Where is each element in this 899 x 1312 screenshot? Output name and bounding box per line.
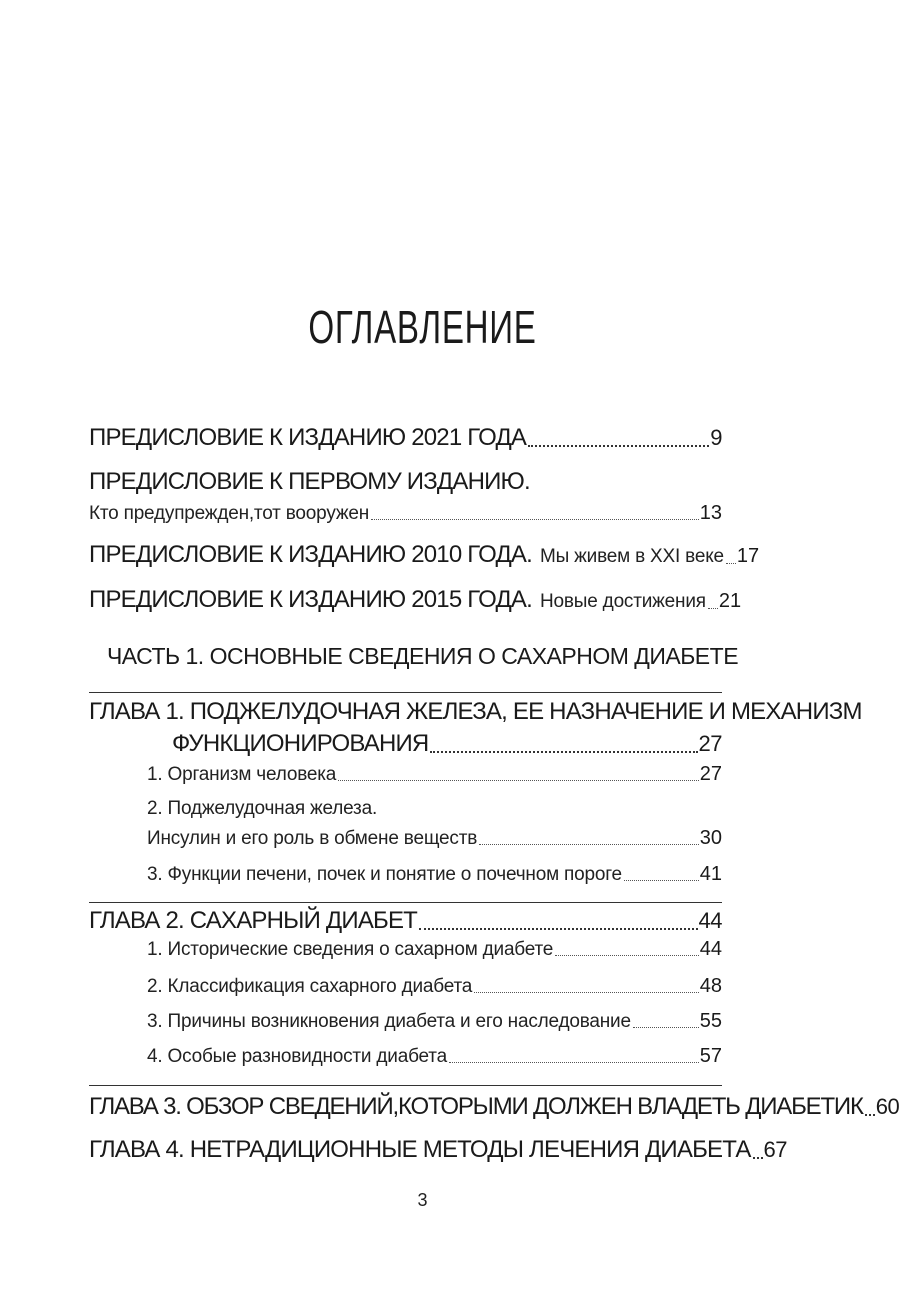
- toc-chapter-4-title[interactable]: [89, 1136, 788, 1164]
- toc-page-number: 57: [699, 1045, 722, 1067]
- toc-chapter-title: ГЛАВА 4. НЕТРАДИЦИОННЫЕ МЕТОДЫ ЛЕЧЕНИЯ ДИАБЕТА: [89, 1136, 751, 1163]
- toc-section-title: 3. Функции печени, почек и понятие о почечном пороге: [147, 864, 622, 885]
- toc-entry-title: ПРЕДИСЛОВИЕ К ИЗДАНИЮ 2010 ГОДА.: [89, 541, 532, 568]
- toc-page-number: 44: [699, 938, 722, 960]
- toc-page-number: 21: [718, 590, 742, 612]
- dot-leader: [338, 780, 699, 781]
- toc-page-number: 48: [699, 975, 722, 997]
- toc-section-2-2[interactable]: [89, 975, 722, 998]
- toc-page-number: 9: [710, 425, 722, 450]
- dot-leader: [449, 1062, 699, 1063]
- toc-entry-preface-2015[interactable]: [89, 586, 742, 614]
- toc-section-title: 2. Поджелудочная железа.: [147, 798, 378, 819]
- toc-section-2-4[interactable]: [89, 1045, 722, 1068]
- toc-entry-preface-2010[interactable]: [89, 541, 760, 569]
- dot-leader: [419, 928, 697, 930]
- toc-section-title: 3. Причины возникновения диабета и его наследование: [147, 1011, 631, 1032]
- section-divider: [89, 902, 722, 903]
- toc-chapter-3-title[interactable]: [89, 1093, 899, 1121]
- toc-section-2-3[interactable]: [89, 1010, 722, 1033]
- toc-page-number: 27: [698, 731, 722, 756]
- toc-entry-preface-first-title[interactable]: [89, 468, 722, 496]
- toc-entry-subtitle: Новые достижения: [540, 591, 706, 612]
- section-divider: [89, 692, 722, 693]
- toc-chapter-title: ГЛАВА 1. ПОДЖЕЛУДОЧНАЯ ЖЕЛЕЗА, ЕЕ НАЗНАЧЕНИЕ И МЕХАНИЗМ: [89, 698, 862, 725]
- toc-section-title: Инсулин и его роль в обмене веществ: [147, 828, 478, 849]
- toc-chapter-1-title[interactable]: [89, 698, 862, 726]
- toc-chapter-title: ФУНКЦИОНИРОВАНИЯ: [172, 730, 429, 757]
- toc-section-title: 4. Особые разновидности диабета: [147, 1046, 447, 1067]
- toc-chapter-title: ГЛАВА 3. ОБЗОР СВЕДЕНИЙ,КОТОРЫМИ ДОЛЖЕН ВЛАДЕТЬ ДИАБЕТИК: [89, 1093, 863, 1120]
- dot-leader: [633, 1027, 699, 1028]
- toc-section-1-3[interactable]: [89, 863, 722, 886]
- toc-page-number: 13: [699, 502, 722, 524]
- dot-leader: [753, 1157, 763, 1159]
- dot-leader: [726, 563, 736, 564]
- toc-page-number: 41: [699, 863, 722, 885]
- toc-page-number: 27: [699, 763, 722, 785]
- toc-entry-title: ПРЕДИСЛОВИЕ К ИЗДАНИЮ 2015 ГОДА.: [89, 586, 532, 613]
- toc-page-number: 30: [699, 827, 722, 849]
- section-divider: [89, 1085, 722, 1086]
- toc-page-number: 60: [875, 1094, 899, 1119]
- toc-section-1-2[interactable]: [89, 798, 722, 820]
- dot-leader: [555, 955, 699, 956]
- toc-page-number: 44: [698, 908, 722, 933]
- part-heading: ЧАСТЬ 1. ОСНОВНЫЕ СВЕДЕНИЯ О САХАРНОМ ДИАБЕТЕ: [106, 643, 739, 669]
- dot-leader: [708, 608, 718, 609]
- toc-section-title: 1. Исторические сведения о сахарном диабете: [147, 939, 554, 960]
- toc-page-number: 17: [736, 545, 760, 567]
- page-number: 3: [417, 1190, 428, 1210]
- dot-leader: [479, 844, 699, 845]
- toc-entry-subtitle: Кто предупрежден,тот вооружен: [89, 503, 370, 524]
- dot-leader: [430, 751, 697, 753]
- dot-leader: [474, 992, 699, 993]
- toc-entry-preface-first-subtitle[interactable]: [89, 502, 722, 525]
- toc-page-number: 55: [699, 1010, 722, 1032]
- toc-entry-subtitle: Мы живем в XXI веке: [540, 546, 724, 567]
- toc-page-number: 67: [763, 1137, 788, 1162]
- toc-entry-title: ПРЕДИСЛОВИЕ К ИЗДАНИЮ 2021 ГОДА: [89, 424, 527, 451]
- page-title: ОГЛАВЛЕНИЕ: [308, 301, 537, 353]
- toc-section-1-1[interactable]: [89, 763, 722, 786]
- toc-chapter-1-title-cont[interactable]: [89, 730, 722, 758]
- dot-leader: [528, 445, 709, 447]
- toc-section-2-1[interactable]: [89, 938, 722, 961]
- toc-section-title: 1. Организм человека: [147, 764, 337, 785]
- toc-chapter-title: ГЛАВА 2. САХАРНЫЙ ДИАБЕТ: [89, 907, 418, 934]
- dot-leader: [371, 519, 699, 520]
- toc-entry-title: ПРЕДИСЛОВИЕ К ПЕРВОМУ ИЗДАНИЮ.: [89, 468, 530, 495]
- dot-leader: [624, 880, 699, 881]
- toc-chapter-2-title[interactable]: [89, 907, 722, 935]
- toc-section-1-2-cont[interactable]: [89, 827, 722, 850]
- toc-entry-preface-2021[interactable]: [89, 424, 722, 452]
- dot-leader: [865, 1114, 875, 1116]
- toc-section-title: 2. Классификация сахарного диабета: [147, 976, 473, 997]
